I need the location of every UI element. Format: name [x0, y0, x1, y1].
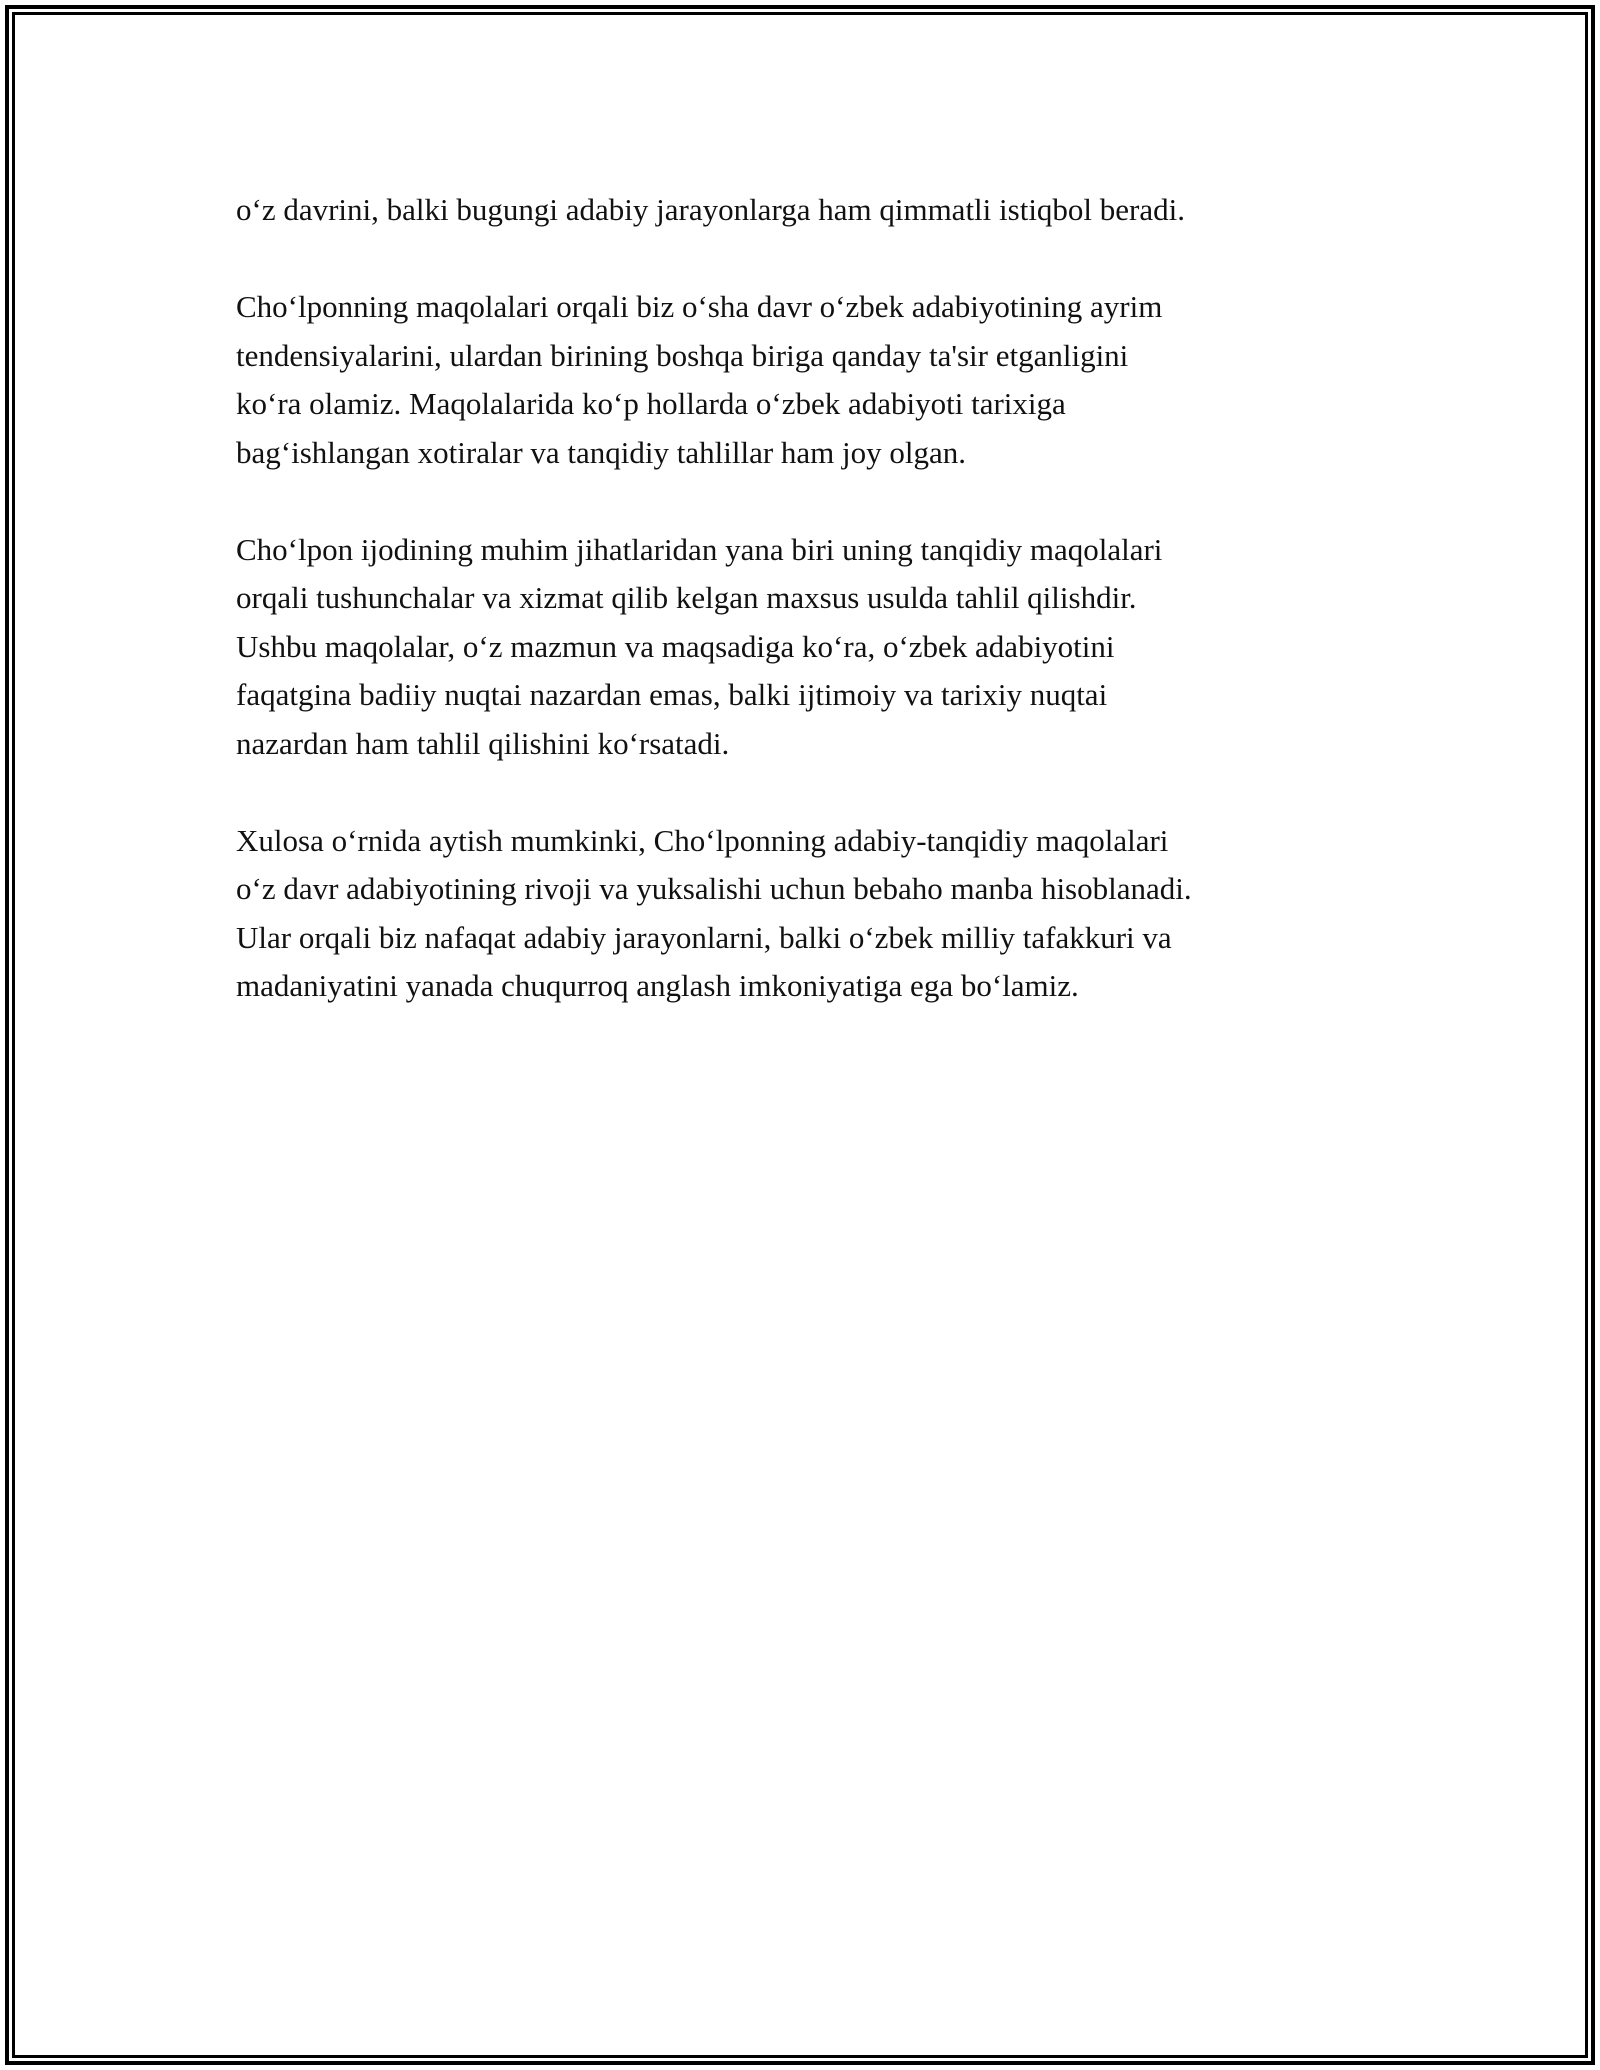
paragraph-2: [236, 283, 1416, 477]
text-line: Ushbu maqolalar, o‘z mazmun va maqsadiga ko‘ra, o‘zbek adabiyotini: [236, 628, 1115, 664]
text-line: madaniyatini yanada chuqurroq anglash imkoniyatiga ega bo‘lamiz.: [236, 968, 1079, 1003]
text-line: bag‘ishlangan xotiralar va tanqidiy tahlillar ham joy olgan.: [236, 434, 967, 470]
text-line: o‘z davr adabiyotining rivoji va yuksalishi uchun bebaho manba hisoblanadi.: [236, 871, 1192, 906]
text-line: ko‘ra olamiz. Maqolalarida ko‘p hollarda o‘zbek adabiyoti tarixiga: [236, 386, 1066, 421]
paragraph-3: [236, 526, 1416, 769]
paragraph-4: [236, 817, 1416, 1011]
paragraph-1: [236, 186, 1416, 235]
text-line: faqatgina badiiy nuqtai nazardan emas, balki ijtimoiy va tarixiy nuqtai: [236, 677, 1108, 712]
document-body: [236, 186, 1416, 1059]
text-line: Cho‘lponning maqolalari orqali biz o‘sha davr o‘zbek adabiyotining ayrim: [236, 289, 1163, 324]
text-line: nazardan ham tahlil qilishini ko‘rsatadi.: [236, 725, 730, 761]
text-line: Ular orqali biz nafaqat adabiy jarayonlarni, balki o‘zbek milliy tafakkuri va: [236, 919, 1172, 955]
text-line: Cho‘lpon ijodining muhim jihatlaridan yana biri uning tanqidiy maqolalari: [236, 531, 1163, 567]
text-line: orqali tushunchalar va xizmat qilib kelgan maxsus usulda tahlil qilishdir.: [236, 580, 1137, 615]
text-line: o‘z davrini, balki bugungi adabiy jarayonlarga ham qimmatli istiqbol beradi.: [236, 192, 1185, 227]
text-line: Xulosa o‘rnida aytish mumkinki, Cho‘lponning adabiy-tanqidiy maqolalari: [236, 822, 1169, 858]
text-line: tendensiyalarini, ulardan birining boshqa biriga qanday ta'sir etganligini: [236, 337, 1129, 373]
